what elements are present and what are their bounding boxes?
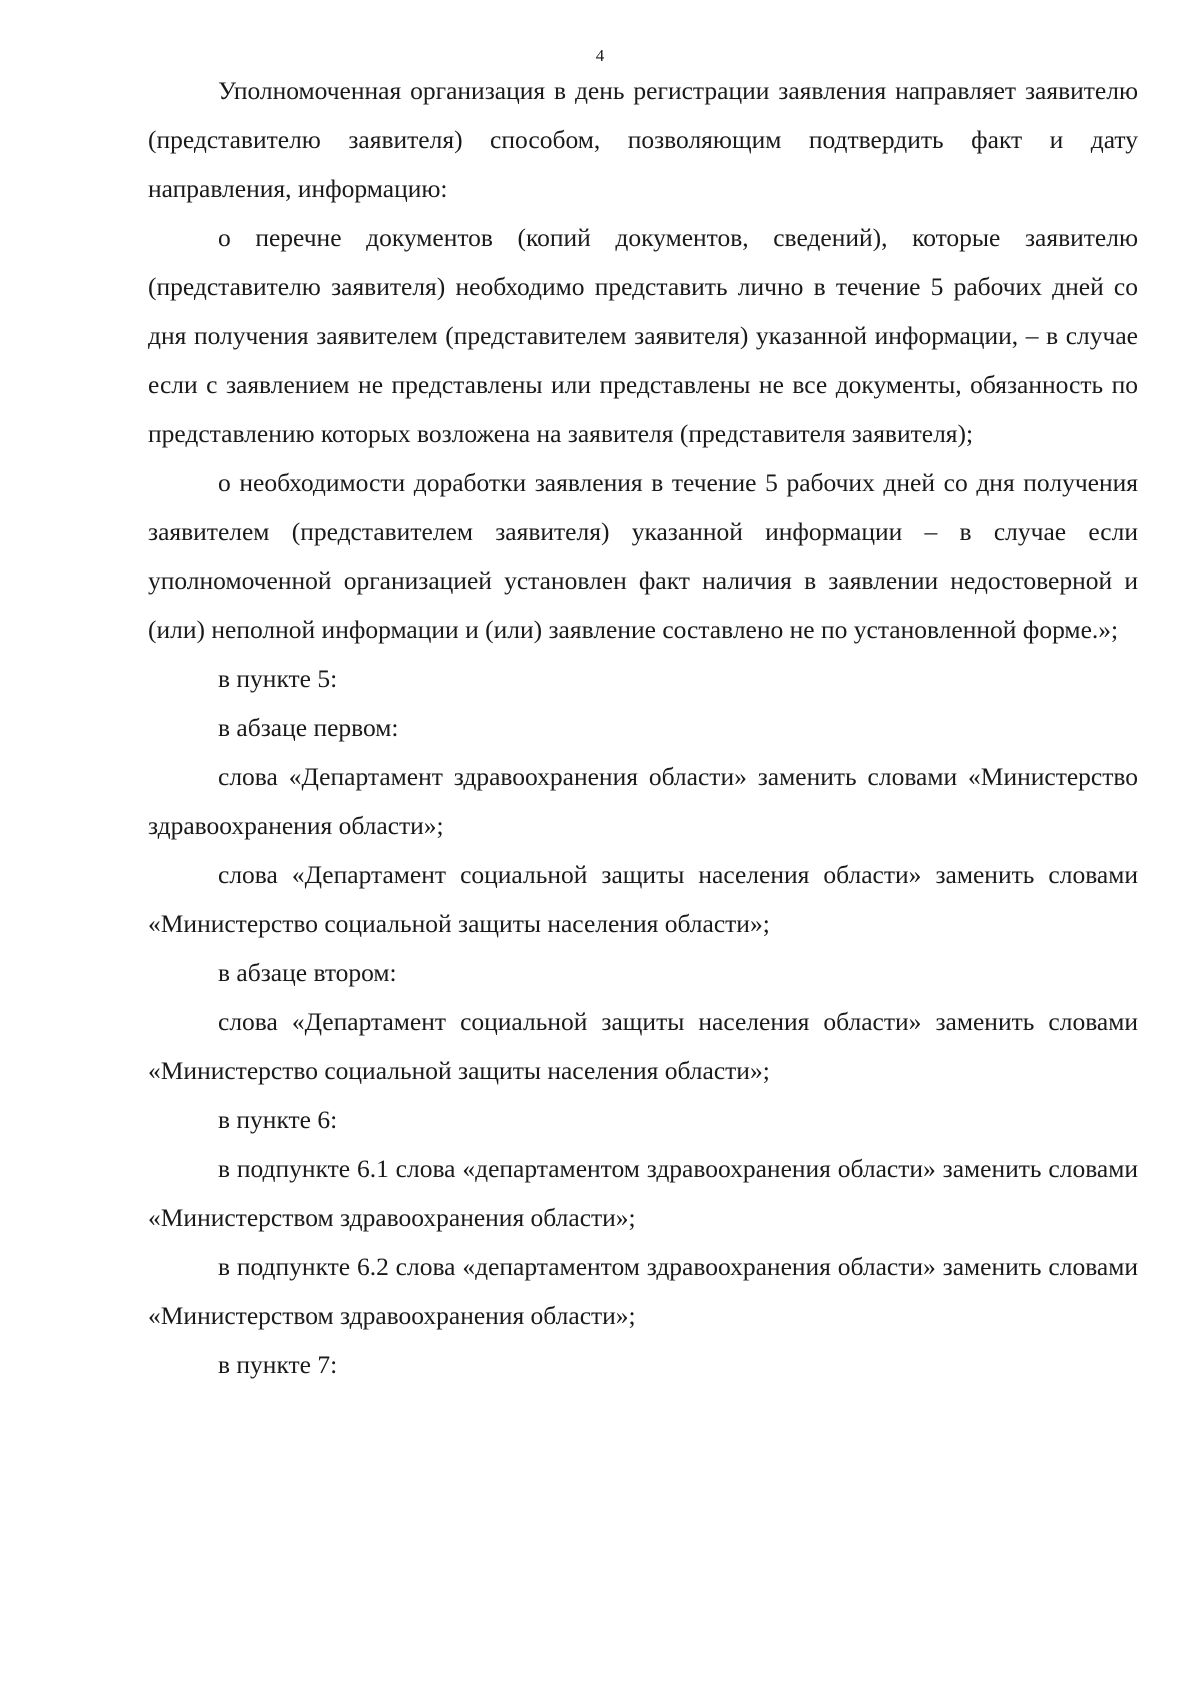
paragraph-replace-social-dept-2: слова «Департамент социальной защиты населения области» заменить словами «Министерство социальной защиты населения области»; <box>148 1007 1138 1085</box>
paragraph-replace-health-dept: слова «Департамент здравоохранения области» заменить словами «Министерство здравоохранения области»; <box>148 762 1138 840</box>
paragraph-documents-list: о перечне документов (копий документов, сведений), которые заявителю (представителю заявителя) необходимо представить лично в течение 5 рабочих дней со дня получения заявителем (представителем заявителя) указанной информации, – в случае если с заявлением не представлены или представлены не все документы, обязанность по представлению которых возложена на заявителя (представителя заявителя); <box>148 223 1138 448</box>
document-body <box>148 66 1138 1389</box>
paragraph-point-6: в пункте 6: <box>218 1105 338 1134</box>
paragraph-replace-social-dept: слова «Департамент социальной защиты населения области» заменить словами «Министерство социальной защиты населения области»; <box>148 860 1138 938</box>
paragraph-subpoint-6-2: в подпункте 6.2 слова «департаментом здравоохранения области» заменить словами «Министерством здравоохранения области»; <box>148 1252 1138 1330</box>
paragraph-point-7: в пункте 7: <box>218 1350 338 1379</box>
paragraph-first-subparagraph: в абзаце первом: <box>218 713 399 742</box>
paragraph-revision-needed: о необходимости доработки заявления в течение 5 рабочих дней со дня получения заявителем (представителем заявителя) указанной информации – в случае если уполномоченной организацией установлен факт наличия в заявлении недостоверной и (или) неполной информации и (или) заявление составлено не по установленной форме.»; <box>148 468 1138 644</box>
paragraph-notification-intro: Уполномоченная организация в день регистрации заявления направляет заявителю (представителю заявителя) способом, позволяющим подтвердить факт и дату направления, информацию: <box>148 76 1138 203</box>
paragraph-second-subparagraph: в абзаце втором: <box>218 958 397 987</box>
paragraph-point-5: в пункте 5: <box>218 664 338 693</box>
paragraph-subpoint-6-1: в подпункте 6.1 слова «департаментом здравоохранения области» заменить словами «Министерством здравоохранения области»; <box>148 1154 1138 1232</box>
page-number: 4 <box>595 46 605 65</box>
